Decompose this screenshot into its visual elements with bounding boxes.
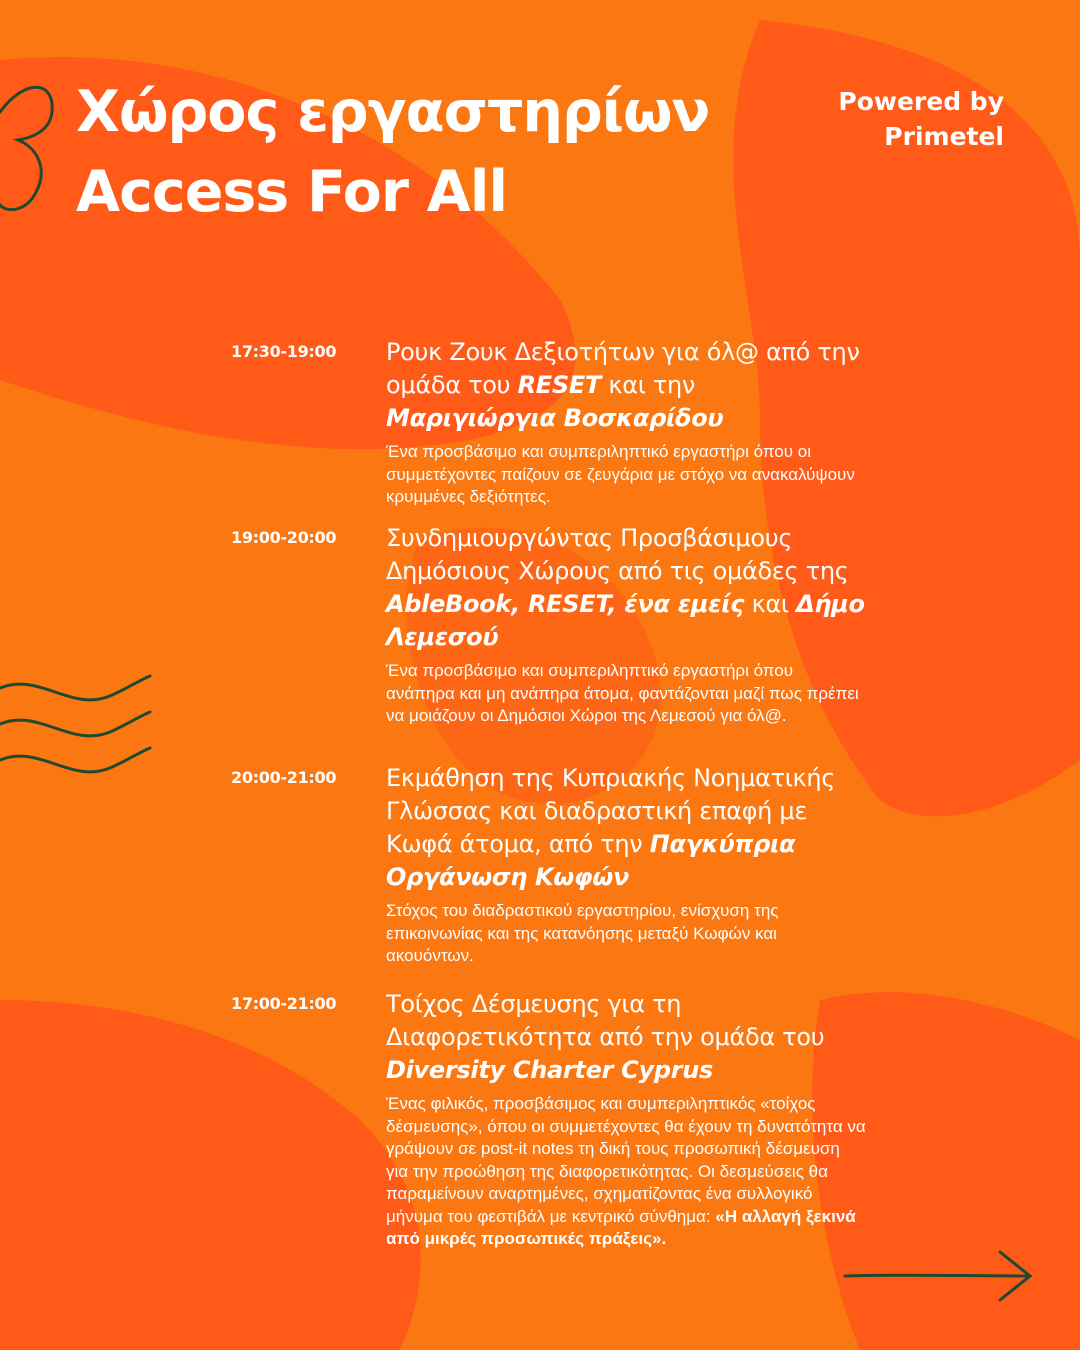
title-line-1: Χώρος εργαστηρίων xyxy=(76,79,710,145)
workshop-description: Ένα προσβάσιμο και συμπεριληπτικό εργαστήρι όπου ανάπηρα και μη ανάπηρα άτομα, φαντάζονται μαζί πως πρέπει να μοιάζουν οι Δημόσιοι Χώροι της Λεμεσού για όλ@. xyxy=(386,661,859,725)
organizer-name: Diversity Charter Cyprus xyxy=(386,1056,714,1084)
heading-text: Συνδημιουργώντας Προσβάσιμους Δημόσιους Χώρους από τις ομάδες της xyxy=(386,524,849,585)
workshop-description: Ένα προσβάσιμο και συμπεριληπτικό εργαστήρι όπου οι συμμετέχοντες παίζουν σε ζευγάρια με στόχο να ανακαλύψουν κρυμμένες δεξιότητες. xyxy=(386,442,855,506)
organizer-name: Μαριγιώργια Βοσκαρίδου xyxy=(386,404,724,432)
workshop-description: Στόχος του διαδραστικού εργαστηρίου, ενίσχυση της επικοινωνίας και της κατανόησης μεταξύ Κωφών και ακουόντων. xyxy=(386,901,779,965)
heading-text: και την xyxy=(608,371,696,399)
festival-slogan: «Η αλλαγή ξεκινά από μικρές προσωπικές πράξεις». xyxy=(386,1206,856,1248)
time-slot: 19:00-20:00 xyxy=(231,528,337,547)
heading-text: και xyxy=(751,590,789,618)
workshop-title xyxy=(386,336,866,435)
workshop-description xyxy=(386,1093,866,1251)
heading-text: Εκμάθηση της Κυπριακής Νοηματικής Γλώσσας και διαδραστική επαφή με Κωφά άτομα, από την xyxy=(386,764,836,858)
description-text: Ένας φιλικός, προσβάσιμος και συμπεριληπτικός «τοίχος δέσμευσης», όπου οι συμμετέχοντες θα έχουν τη δυνατότητα να γράψουν σε post-it notes τη δική τους προσωπική δέσμευση για την προώθηση της διαφορετικότητας. Οι δεσμεύσεις θα παραμείνουν αναρτημένες, σχηματίζοντας ένα συλλογικό μήνυμα του φεστιβάλ με κεντρικό σύνθημα: xyxy=(386,1094,866,1226)
organizer-name: Δήμο Λεμεσού xyxy=(386,590,865,651)
workshop-content xyxy=(386,988,866,1251)
workshop-title xyxy=(386,988,866,1087)
time-slot: 20:00-21:00 xyxy=(231,768,337,787)
organizer-name: Παγκύπρια Οργάνωση Κωφών xyxy=(386,830,796,891)
heading-text: Ρουκ Ζουκ Δεξιοτήτων για όλ@ από την ομάδα του xyxy=(386,338,860,399)
workshop-content xyxy=(386,522,866,728)
workshop-title xyxy=(386,762,866,894)
organizer-name: RESET xyxy=(517,371,602,399)
workshop-content xyxy=(386,336,866,509)
powered-by-label: Powered by xyxy=(838,87,1004,116)
sponsor-name: Primetel xyxy=(884,122,1004,151)
workshop-title xyxy=(386,522,866,654)
time-slot: 17:00-21:00 xyxy=(231,994,337,1013)
time-slot: 17:30-19:00 xyxy=(231,342,337,361)
title-line-2: Access For All xyxy=(76,159,507,225)
workshop-content xyxy=(386,762,866,968)
heading-text: Τοίχος Δέσμευσης για τη Διαφορετικότητα από την ομάδα του xyxy=(386,990,825,1051)
organizer-name: AbleBook, RESET, ένα εμείς xyxy=(386,590,745,618)
